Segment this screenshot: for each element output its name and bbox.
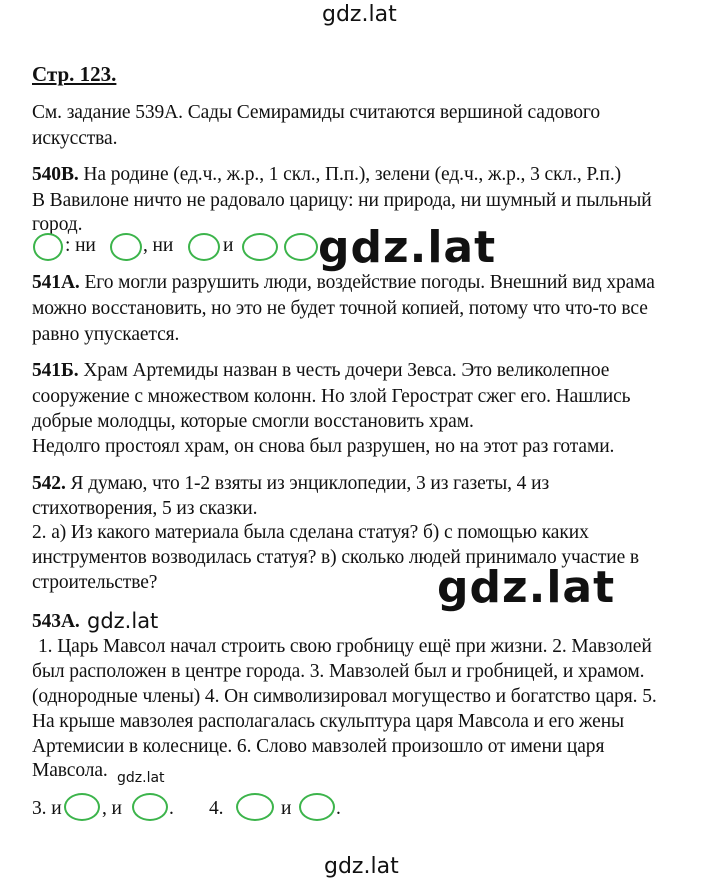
- scheme-circle: [64, 793, 100, 821]
- scheme-circle: [299, 793, 335, 821]
- exercise-label: 543А.: [32, 611, 80, 632]
- exercise-label: 541А.: [32, 272, 80, 293]
- scheme-circle: [132, 793, 168, 821]
- scheme-circle: [188, 233, 220, 261]
- exercise-541b: [32, 358, 609, 384]
- scheme-text: .: [336, 798, 341, 819]
- exercise-label: 542.: [32, 473, 66, 494]
- scheme-circle: [242, 233, 278, 261]
- exercise-text: Его могли разрушить люди, воздействие погоды. Внешний вид храма: [84, 272, 655, 293]
- exercise-text: строительстве?: [32, 572, 158, 593]
- exercise-text: Недолго простоял храм, он снова был разрушен, но на этот раз готами.: [32, 436, 615, 457]
- exercise-text: стихотворения, 5 из сказки.: [32, 498, 258, 519]
- scheme-circle: [236, 793, 274, 821]
- exercise-text: добрые молодцы, которые смогли восстановить храм.: [32, 411, 474, 432]
- exercise-text: Мавсола.: [32, 760, 108, 781]
- exercise-text: сооружение с множеством колонн. Но злой Герострат сжег его. Нашлись: [32, 386, 631, 407]
- exercise-text: город.: [32, 214, 83, 235]
- watermark-small: gdz.lat: [117, 770, 165, 786]
- scheme-circle: [284, 233, 318, 261]
- exercise-text: Артемисии в колеснице. 6. Слово мавзолей произошло от имени царя: [32, 736, 605, 757]
- intro-line: См. задание 539А. Сады Семирамиды считаются вершиной садового: [32, 102, 600, 123]
- exercise-text: (однородные члены) 4. Он символизировал могущество и богатство царя. 5.: [32, 686, 657, 707]
- exercise-label: 540В.: [32, 164, 79, 185]
- exercise-542: [32, 471, 549, 497]
- exercise-text: инструментов возводилась статуя? в) сколько людей принимало участие в: [32, 547, 640, 568]
- exercise-text: 2. а) Из какого материала была сделана статуя? б) с помощью каких: [32, 522, 589, 543]
- scheme-text: 3. и: [32, 798, 62, 819]
- scheme-circle: [33, 233, 63, 261]
- page-heading: Стр. 123.: [32, 62, 117, 86]
- exercise-text: можно восстановить, но это не будет точной копией, потому что что-то все: [32, 298, 648, 319]
- scheme-text: , ни: [143, 235, 174, 256]
- exercise-text: На родине (ед.ч., ж.р., 1 скл., П.п.), зелени (ед.ч., ж.р., 3 скл., Р.п.): [83, 164, 621, 185]
- scheme-text: и: [281, 798, 292, 819]
- watermark-big: gdz.lat: [318, 222, 497, 273]
- exercise-text: равно упускается.: [32, 324, 180, 345]
- watermark-small: gdz.lat: [87, 609, 159, 633]
- watermark-bottom: gdz.lat: [324, 854, 399, 879]
- exercise-540: [32, 162, 621, 188]
- intro-line: искусства.: [32, 128, 118, 149]
- exercise-label: 541Б.: [32, 360, 79, 381]
- exercise-541a: [32, 270, 655, 296]
- exercise-text: Храм Артемиды назван в честь дочери Зевса. Это великолепное: [83, 360, 610, 381]
- scheme-text: и: [223, 235, 234, 256]
- watermark-top: gdz.lat: [322, 2, 397, 27]
- watermark-big: gdz.lat: [437, 562, 616, 613]
- exercise-text: На крыше мавзолея располагалась скульптура царя Мавсола и его жены: [32, 711, 625, 732]
- exercise-text: был расположен в центре города. 3. Мавзолей был и гробницей, и храмом.: [32, 661, 645, 682]
- exercise-text: 1. Царь Мавсол начал строить свою гробницу ещё при жизни. 2. Мавзолей: [38, 636, 652, 657]
- exercise-text: Я думаю, что 1-2 взяты из энциклопедии, 3 из газеты, 4 из: [70, 473, 550, 494]
- scheme-text: .: [169, 798, 174, 819]
- scheme-text: 4.: [209, 798, 224, 819]
- scheme-text: , и: [102, 798, 122, 819]
- scheme-text: : ни: [65, 235, 96, 256]
- exercise-text: В Вавилоне ничто не радовало царицу: ни природа, ни шумный и пыльный: [32, 190, 652, 211]
- scheme-circle: [110, 233, 142, 261]
